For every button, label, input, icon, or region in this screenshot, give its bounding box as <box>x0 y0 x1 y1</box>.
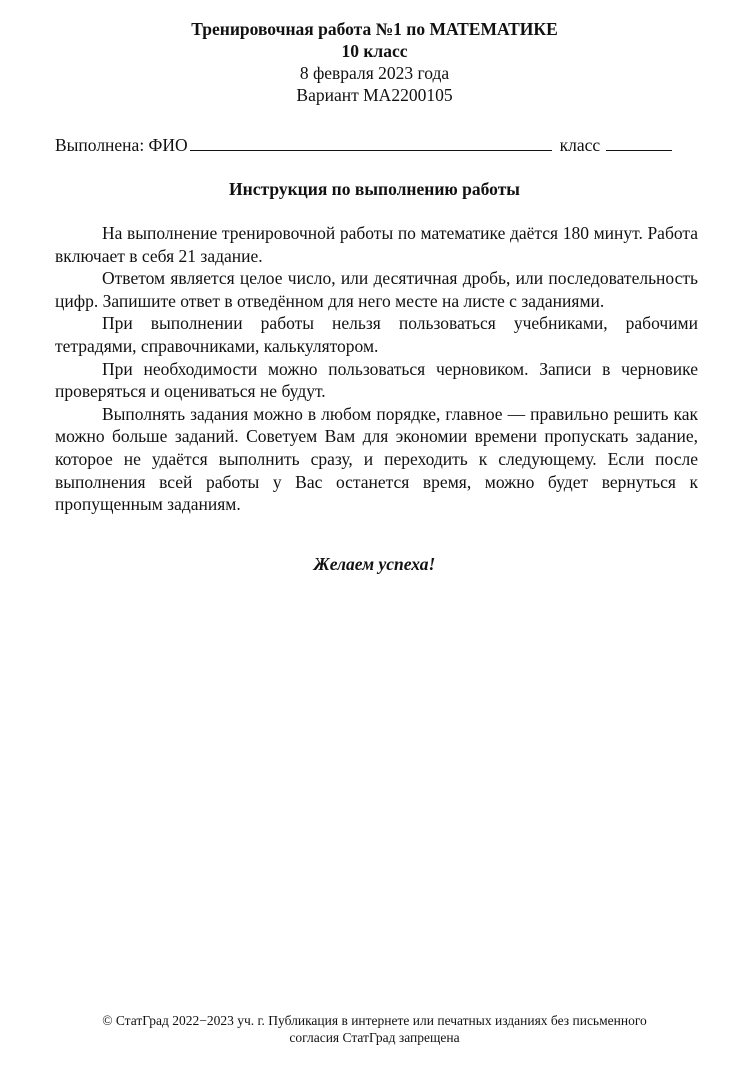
instruction-paragraph: Выполнять задания можно в любом порядке, главное — правильно решить как можно больше заданий. Советуем Вам для экономии времени пропускать задание, которое не удаётся выполнить сразу, и переходить к следующему. Если после выполнения всей работы у Вас останется время, можно будет вернуться к пропущенным заданиям. <box>55 403 698 515</box>
copyright-line-1: © СтатГрад 2022−2023 уч. г. Публикация в интернете или печатных изданиях без письменного <box>102 1013 647 1028</box>
fio-field[interactable] <box>190 134 552 151</box>
document-title: Тренировочная работа №1 по МАТЕМАТИКЕ <box>191 19 558 39</box>
instruction-paragraph: Ответом является целое число, или десятичная дробь, или последовательность цифр. Запишите ответ в отведённом для него месте на листе с заданиями. <box>55 268 698 311</box>
copyright-line-2: согласия СтатГрад запрещена <box>289 1030 460 1045</box>
fio-row <box>55 134 695 156</box>
variant-label: Вариант МА2200105 <box>296 85 453 105</box>
fio-label: Выполнена: ФИО <box>55 135 188 155</box>
instruction-paragraph: На выполнение тренировочной работы по математике даётся 180 минут. Работа включает в себя 21 задание. <box>55 223 698 266</box>
instruction-paragraph: При выполнении работы нельзя пользоваться учебниками, рабочими тетрадями, справочниками, калькулятором. <box>55 313 698 356</box>
wish-text: Желаем успеха! <box>313 554 436 574</box>
instructions-body <box>55 222 698 516</box>
class-label: класс <box>559 135 601 155</box>
grade-label: 10 класс <box>341 41 408 61</box>
instructions-title: Инструкция по выполнению работы <box>229 179 520 199</box>
copyright-footer <box>0 1012 749 1046</box>
class-field[interactable] <box>606 134 672 151</box>
instruction-paragraph: При необходимости можно пользоваться черновиком. Записи в черновике проверяться и оцениваться не будут. <box>55 358 698 402</box>
document-header <box>0 18 749 106</box>
date-label: 8 февраля 2023 года <box>299 63 450 83</box>
